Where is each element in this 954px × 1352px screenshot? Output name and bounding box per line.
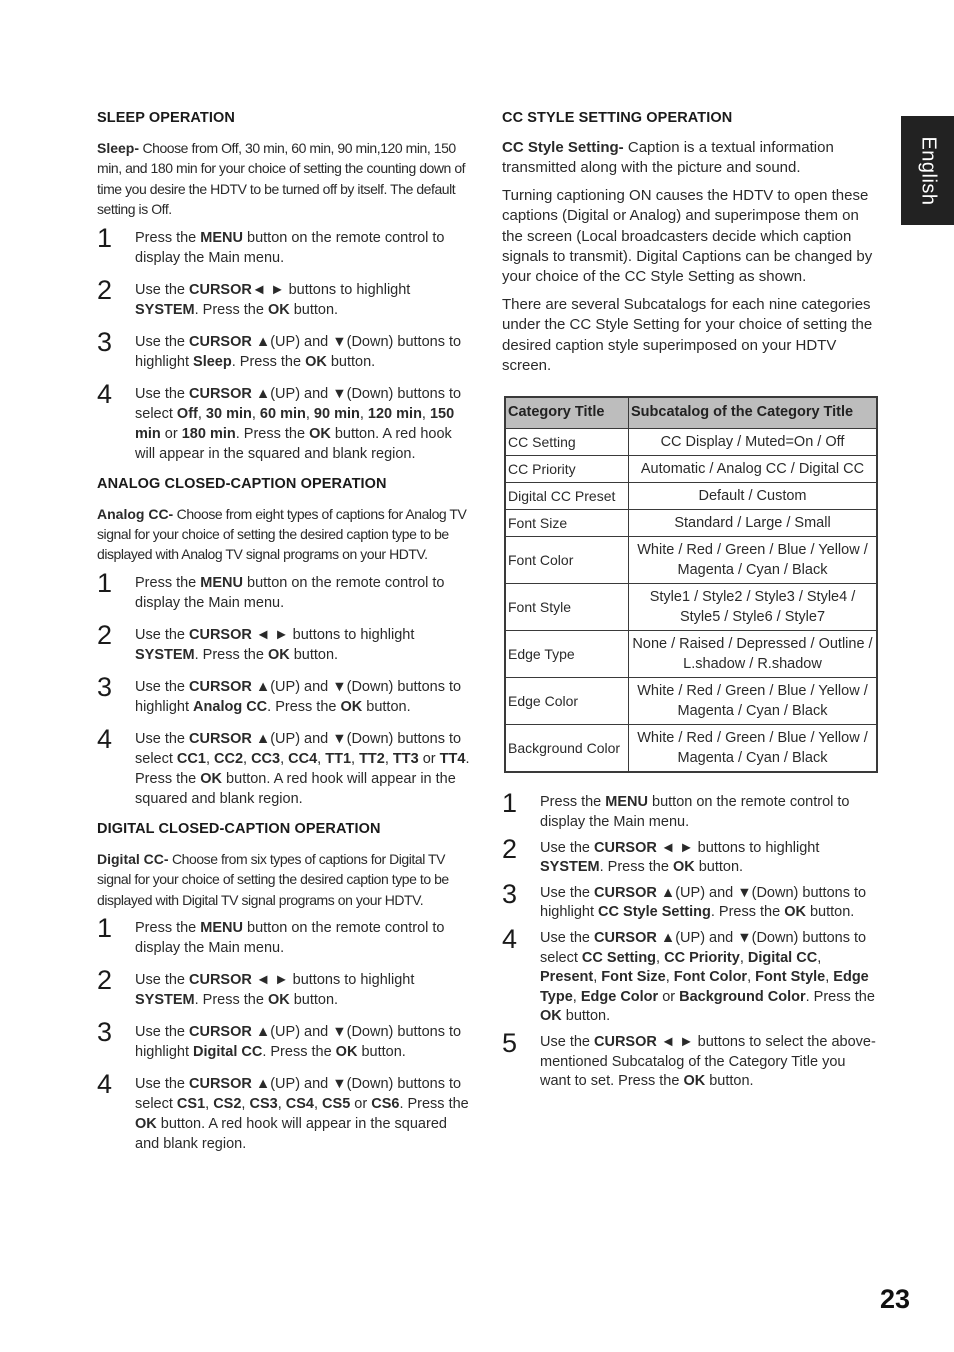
table-row: [505, 584, 877, 631]
step-number: 2: [97, 965, 113, 996]
table-row: [505, 510, 877, 537]
page-number: 23: [879, 1284, 910, 1314]
table-row: [505, 678, 877, 725]
step-text: Use the CURSOR ▲(UP) and ▼(Down) buttons to select CC1, CC2, CC3, CC4, TT1, TT2, TT3 or TT4. Press the OK button. A red hook will appear in the squared and blank region.: [135, 730, 470, 807]
table-row: [505, 456, 877, 483]
table-cell-subcatalog: Automatic / Analog CC / Digital CC: [629, 456, 878, 483]
step-number: 5: [502, 1028, 518, 1058]
table-header-row: [505, 397, 877, 429]
step-number: 2: [97, 619, 113, 650]
right-column: [502, 110, 880, 1104]
step-list: [502, 788, 880, 1091]
intro-text: Caption is a textual information transmitted along with the picture and sound.: [502, 139, 834, 177]
step-text: Press the MENU button on the remote control to display the Main menu.: [540, 794, 850, 831]
table-cell-subcatalog: Default / Custom: [629, 483, 878, 510]
table-cell-subcatalog: White / Red / Green / Blue / Yellow / Magenta / Cyan / Black: [629, 537, 878, 584]
table-row: [505, 483, 877, 510]
section-title: CC STYLE SETTING OPERATION: [502, 110, 733, 126]
table-row: [505, 537, 877, 584]
section-title: ANALOG CLOSED-CAPTION OPERATION: [97, 475, 387, 492]
step-item: [97, 222, 472, 268]
step-item: [97, 671, 472, 717]
step-number: 2: [502, 833, 518, 864]
step-text: Use the CURSOR ▲(UP) and ▼(Down) buttons to highlight Analog CC. Press the OK button.: [135, 678, 462, 715]
intro-bold: Digital CC-: [97, 850, 169, 867]
step-text: Use the CURSOR ◄ ► buttons to select the above-mentioned Subcatalog of the Category Title you want to set. Press the OK button.: [540, 1034, 876, 1090]
step-item: [97, 1069, 472, 1154]
table-header-category: Category Title: [505, 397, 629, 429]
table-row: [505, 429, 877, 456]
step-text: Use the CURSOR ◄ ► buttons to highlight SYSTEM. Press the OK button.: [540, 839, 820, 876]
step-list: [97, 913, 472, 1154]
analog-section: [97, 476, 472, 809]
intro-text: Choose from eight types of captions for Analog TV signal for your choice of setting the desired caption type to be displayed with Analog TV signal programs on your HDTV.: [97, 505, 467, 563]
table-cell-category: Font Size: [505, 510, 629, 537]
step-text: Use the CURSOR ◄ ► buttons to highlight SYSTEM. Press the OK button.: [135, 972, 415, 1009]
step-item: [97, 723, 472, 809]
intro-text: Choose from Off, 30 min, 60 min, 90 min,120 min, 150 min, and 180 min for your choice of setting the counting down of time you desire the HDTV to be turned off by itself. The default setting is Off.: [97, 140, 466, 218]
left-column: [97, 110, 472, 1166]
intro-bold: CC Style Setting-: [502, 139, 624, 156]
step-text: Use the CURSOR◄ ► buttons to highlight SYSTEM. Press the OK button.: [135, 281, 411, 318]
step-item: [502, 924, 880, 1027]
intro-bold: Analog CC-: [97, 505, 174, 522]
language-tab: [901, 116, 954, 225]
step-number: 1: [502, 788, 518, 819]
step-item: [502, 788, 880, 832]
step-list: [97, 222, 472, 464]
step-text: Press the MENU button on the remote control to display the Main menu.: [135, 229, 445, 266]
step-number: 2: [97, 274, 113, 305]
step-number: 1: [97, 222, 113, 253]
step-number: 4: [97, 723, 113, 754]
step-number: 1: [97, 913, 113, 944]
table-cell-category: Font Style: [505, 584, 629, 631]
step-item: [502, 1028, 880, 1092]
step-text: Use the CURSOR ◄ ► buttons to highlight SYSTEM. Press the OK button.: [135, 626, 415, 663]
table-row: [505, 631, 877, 678]
step-number: 4: [97, 1069, 113, 1100]
step-text: Use the CURSOR ▲(UP) and ▼(Down) buttons to select Off, 30 min, 60 min, 90 min, 120 min, 150 min or 180 min. Press the OK button. A red hook will appear in the squared and blank region.: [135, 385, 462, 462]
step-item: [97, 378, 472, 464]
section-title: DIGITAL CLOSED-CAPTION OPERATION: [97, 820, 381, 837]
language-tab-label: English: [917, 135, 939, 206]
table-cell-category: Digital CC Preset: [505, 483, 629, 510]
table-cell-subcatalog: Style1 / Style2 / Style3 / Style4 / Style5 / Style6 / Style7: [629, 584, 878, 631]
cc-style-intro: [502, 138, 880, 179]
step-item: [502, 878, 880, 923]
step-item: [97, 619, 472, 665]
table-row: [505, 725, 877, 773]
table-cell-subcatalog: White / Red / Green / Blue / Yellow / Magenta / Cyan / Black: [629, 725, 878, 773]
step-number: 4: [97, 378, 113, 409]
step-text: Press the MENU button on the remote control to display the Main menu.: [135, 574, 445, 611]
step-number: 3: [97, 671, 113, 702]
step-text: Use the CURSOR ▲(UP) and ▼(Down) buttons to highlight Digital CC. Press the OK button.: [135, 1024, 462, 1061]
step-item: [97, 965, 472, 1010]
table-cell-category: Background Color: [505, 725, 629, 773]
table-cell-category: CC Priority: [505, 456, 629, 483]
section-title: SLEEP OPERATION: [97, 110, 235, 126]
section-intro: [97, 504, 472, 565]
step-item: [97, 274, 472, 320]
cc-style-paragraph: Turning captioning ON causes the HDTV to open these captions (Digital or Analog) and superimpose them on the screen (Local broadcasters decide which caption signals to transmit). Digital Captions can be changed by your choice of the CC Style Setting as shown.: [502, 186, 873, 286]
table-cell-subcatalog: White / Red / Green / Blue / Yellow / Magenta / Cyan / Black: [629, 678, 878, 725]
step-number: 3: [502, 878, 518, 909]
table-cell-category: Edge Color: [505, 678, 629, 725]
step-number: 4: [502, 924, 518, 955]
step-item: [97, 913, 472, 958]
table-cell-subcatalog: Standard / Large / Small: [629, 510, 878, 537]
step-text: Press the MENU button on the remote control to display the Main menu.: [135, 920, 445, 957]
table-cell-category: Font Color: [505, 537, 629, 584]
sleep-section: [97, 110, 472, 464]
step-item: [97, 326, 472, 372]
cc-style-paragraph: There are several Subcatalogs for each nine categories under the CC Style Setting for your choice of setting the desired caption style superimposed on your HDTV screen.: [502, 295, 873, 375]
step-item: [502, 833, 880, 878]
table-cell-subcatalog: None / Raised / Depressed / Outline / L.shadow / R.shadow: [629, 631, 878, 678]
step-text: Use the CURSOR ▲(UP) and ▼(Down) buttons to highlight Sleep. Press the OK button.: [135, 333, 462, 370]
section-intro: [97, 849, 472, 910]
step-item: [97, 567, 472, 613]
step-text: Use the CURSOR ▲(UP) and ▼(Down) buttons to select CC Setting, CC Priority, Digital CC, Present, Font Size, Font Color, Font Style, Edge Type, Edge Color or Background Color. Press the OK button.: [540, 930, 875, 1025]
digital-section: [97, 821, 472, 1154]
step-number: 3: [97, 326, 113, 357]
table-cell-subcatalog: CC Display / Muted=On / Off: [629, 429, 878, 456]
table-header-subcatalog: Subcatalog of the Category Title: [629, 397, 878, 429]
section-intro: [97, 138, 472, 220]
step-item: [97, 1017, 472, 1062]
intro-text: Choose from six types of captions for Digital TV signal for your choice of setting the desired caption type to be displayed with Digital TV signal programs on your HDTV.: [97, 850, 449, 908]
step-number: 1: [97, 567, 113, 598]
cc-style-table: [504, 396, 878, 773]
table-cell-category: Edge Type: [505, 631, 629, 678]
step-text: Use the CURSOR ▲(UP) and ▼(Down) buttons to select CS1, CS2, CS3, CS4, CS5 or CS6. Press the OK button. A red hook will appear in the squared and blank region.: [135, 1076, 469, 1153]
table-cell-category: CC Setting: [505, 429, 629, 456]
intro-bold: Sleep-: [97, 140, 140, 156]
step-list: [97, 567, 472, 809]
step-text: Use the CURSOR ▲(UP) and ▼(Down) buttons to highlight CC Style Setting. Press the OK button.: [540, 884, 867, 921]
step-number: 3: [97, 1017, 113, 1048]
